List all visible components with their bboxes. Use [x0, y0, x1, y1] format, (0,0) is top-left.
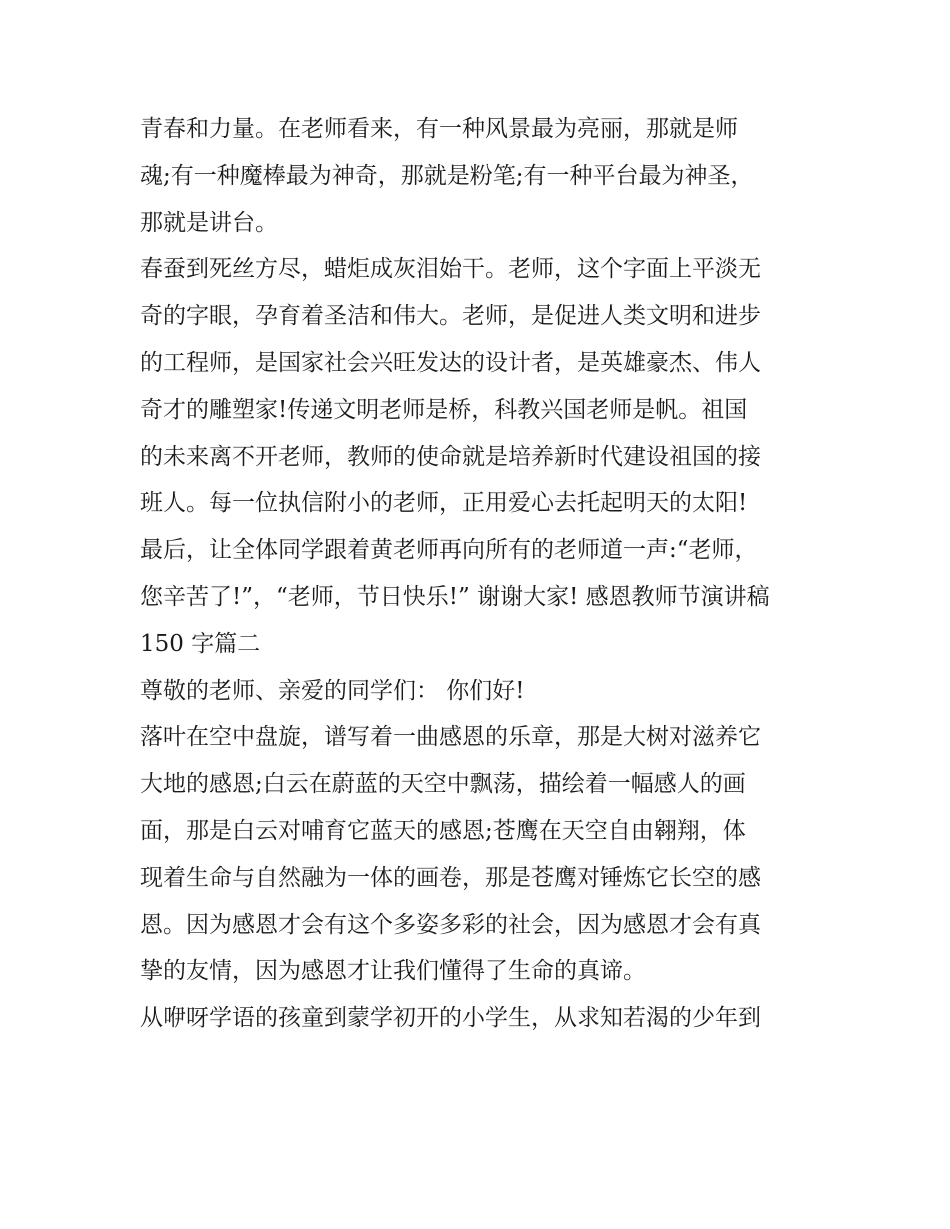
salutation-line: 尊敬的老师、亲爱的同学们： 你们好! [140, 677, 525, 704]
text-line: 恩。因为感恩才会有这个多姿多彩的社会，因为感恩才会有真 [140, 911, 761, 938]
text-line: 魂;有一种魔棒最为神奇，那就是粉笔;有一种平台最为神圣， [140, 162, 754, 189]
text-line: 最后，让全体同学跟着黄老师再向所有的老师道一声:“老师， [140, 537, 758, 564]
text-line: 青春和力量。在老师看来，有一种风景最为亮丽，那就是师 [140, 116, 738, 142]
text-line: 班人。每一位执信附小的老师，正用爱心去托起明天的太阳! [140, 490, 748, 517]
text-line: 奇的字眼，孕育着圣洁和伟大。老师，是促进人类文明和进步 [140, 303, 761, 330]
text-line: 那就是讲台。 [140, 209, 278, 236]
text-line: 大地的感恩;白云在蔚蓝的天空中飘荡，描绘着一幅感人的画 [140, 771, 746, 798]
text-line: 您辛苦了!”，“老师，节日快乐!” 谢谢大家! 感恩教师节演讲稿 [140, 583, 770, 610]
text-line: 的未来离不开老师，教师的使命就是培养新时代建设祖国的接 [140, 443, 761, 470]
text-line: 奇才的雕塑家!传递文明老师是桥，科教兴国老师是帆。祖国 [140, 396, 748, 423]
text-line: 面，那是白云对哺育它蓝天的感恩;苍鹰在天空自由翱翔，体 [140, 817, 746, 844]
section-heading-line: 150 字篇二 [140, 630, 261, 657]
text-line: 从咿呀学语的孩童到蒙学初开的小学生，从求知若渴的少年到 [140, 1005, 761, 1032]
text-line: 落叶在空中盘旋，谱写着一曲感恩的乐章，那是大树对滋养它 [140, 724, 761, 751]
text-line: 现着生命与自然融为一体的画卷，那是苍鹰对锤炼它长空的感 [140, 864, 761, 891]
text-line: 挚的友情，因为感恩才让我们懂得了生命的真谛。 [140, 958, 646, 985]
document-body [140, 106, 820, 1042]
text-line: 春蚕到死丝方尽，蜡炬成灰泪始干。老师，这个字面上平淡无 [140, 256, 761, 283]
text-line: 的工程师，是国家社会兴旺发达的设计者，是英雄豪杰、伟人 [140, 349, 761, 376]
